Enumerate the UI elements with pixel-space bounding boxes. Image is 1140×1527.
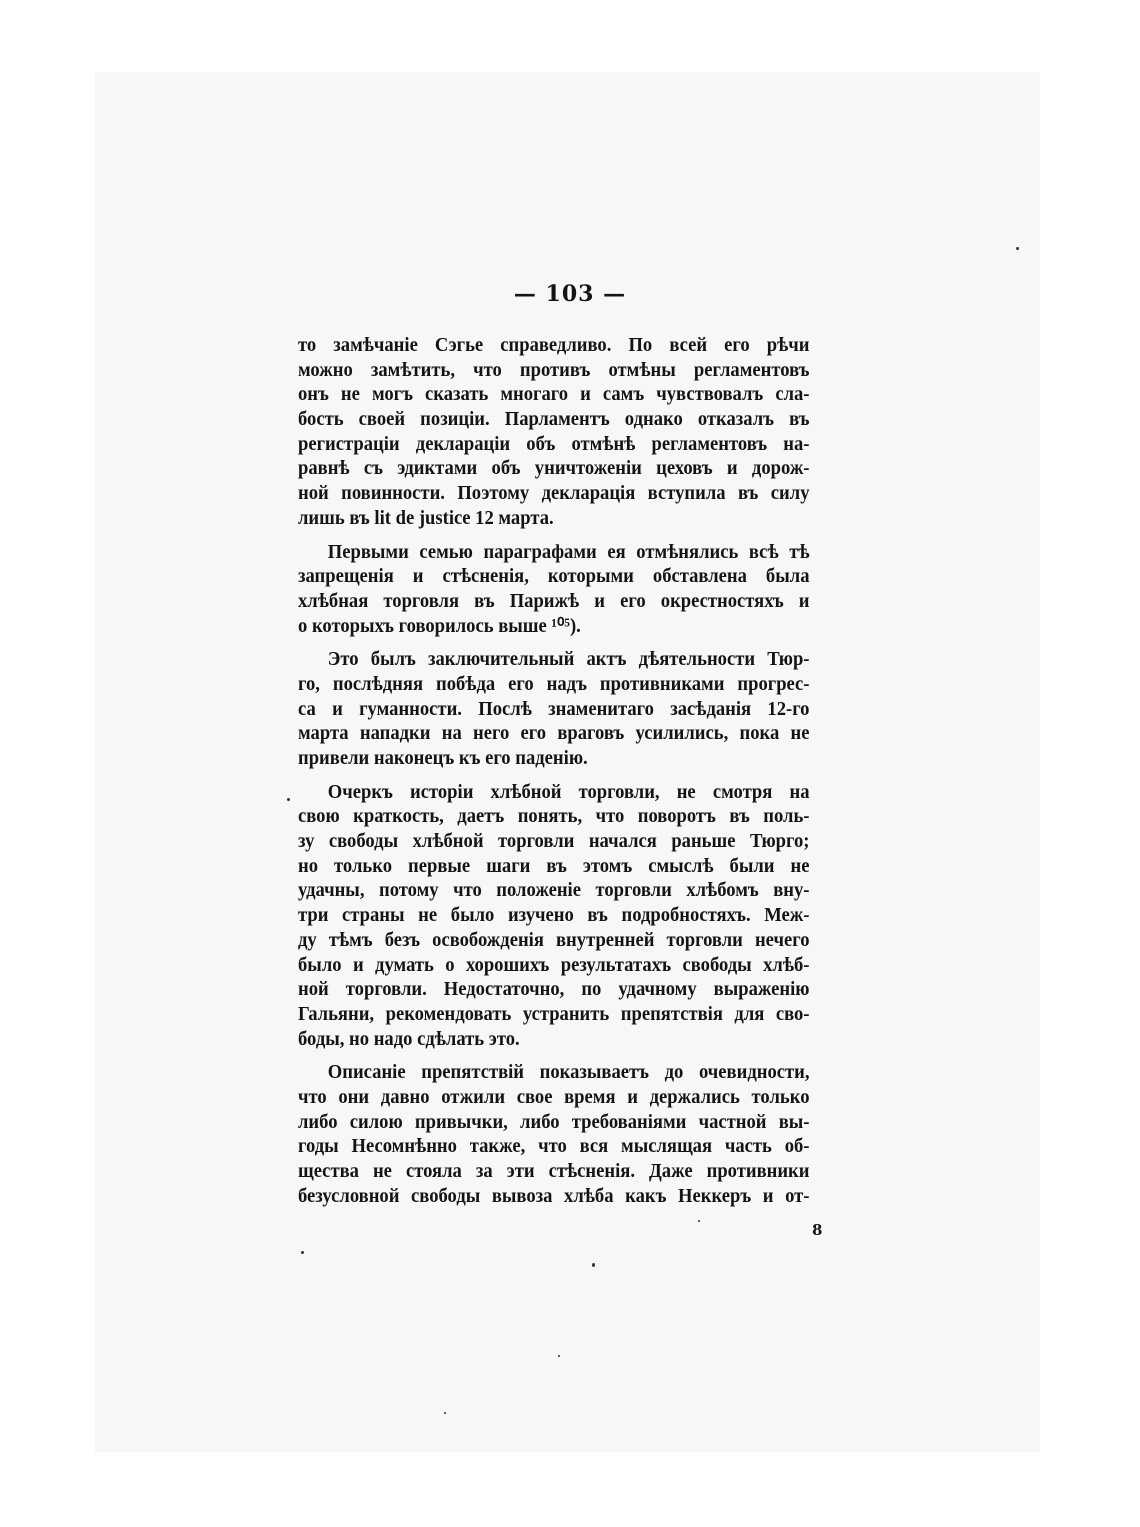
body-text [298,333,810,1208]
text-line: ной повинности. Поэтому декларація вступила въ силу [298,482,810,505]
scan-speck [301,1251,304,1254]
text-line: но только первые шаги въ этомъ смыслѣ были не [298,854,810,877]
paragraph [298,540,810,639]
text-line: годы Несомнѣнно также, что вся мыслящая часть об- [298,1135,810,1158]
text-line: было и думать о хорошихъ результатахъ свободы хлѣб- [298,953,810,976]
page-number: — 103 — [513,281,627,307]
text-line: Первыми семью параграфами ея отмѣнялись всѣ тѣ [327,540,810,563]
text-line: са и гуманности. Послѣ знаменитаго засѣданія 12-го [298,697,810,720]
paragraph [298,333,810,531]
text-line: о которыхъ говорилось выше ¹⁰⁵). [298,614,581,637]
text-line: регистраціи деклараціи объ отмѣнѣ регламентовъ на- [298,432,810,455]
signature-mark: 8 [812,1221,823,1239]
paragraph [298,1060,810,1208]
scan-speck [444,1412,446,1414]
text-line: онъ не могъ сказать многаго и самъ чувствовалъ сла- [298,383,810,406]
text-line: можно замѣтить, что противъ отмѣны регламентовъ [298,358,810,381]
text-line: го, послѣдняя побѣда его надъ противниками прогрес- [298,672,810,695]
text-line: Это былъ заключительный актъ дѣятельности Тюр- [327,648,810,671]
text-line: свою краткость, даетъ понять, что поворотъ въ поль- [298,805,810,828]
text-line: марта нападки на него его враговъ усилились, пока не [298,722,810,745]
paragraph [298,780,810,1052]
text-line: ной торговли. Недостаточно, по удачному выраженію [298,978,810,1001]
text-line: бость своей позиціи. Парламентъ однако отказалъ въ [298,408,810,431]
text-line: щества не стояла за эти стѣсненія. Даже противники [298,1160,810,1182]
scan-speck [558,1355,560,1357]
scan-speck [287,798,290,801]
text-line: Очеркъ исторіи хлѣбной торговли, не смотря на [327,780,810,803]
text-line: что они давно отжили свое время и держались только [298,1085,810,1108]
scan-speck [698,1220,700,1222]
text-line: боды, но надо сдѣлать это. [298,1027,520,1050]
text-line: зу свободы хлѣбной торговли начался раньше Тюрго; [298,830,810,853]
text-line: три страны не было изучено въ подробностяхъ. Меж- [298,904,810,927]
text-line: запрещенія и стѣсненія, которыми обставлена была [298,565,810,588]
text-line: Гальяни, рекомендовать устранить препятствія для сво- [298,1002,810,1025]
text-line: удачны, потому что положеніе торговли хлѣбомъ вну- [298,879,810,902]
text-line: ду тѣмъ безъ освобожденія внутренней торговли нечего [298,928,810,951]
scan-speck [1016,247,1019,250]
text-line: привели наконецъ къ его паденію. [298,747,588,769]
text-line: Описаніе препятствій показываетъ до очевидности, [327,1061,810,1084]
text-line: то замѣчаніе Сэгье справедливо. По всей его рѣчи [298,334,810,356]
text-line: равнѣ съ эдиктами объ уничтоженіи цеховъ и дорож- [298,457,810,480]
text-line: лишь въ lit de justice 12 марта. [298,506,554,529]
text-line: безусловной свободы вывоза хлѣба какъ Неккеръ и от- [298,1184,810,1207]
scan-speck [592,1263,595,1267]
text-line: либо силою привычки, либо требованіями частной вы- [298,1110,810,1133]
paragraph [298,647,810,770]
text-line: хлѣбная торговля въ Парижѣ и его окрестностяхъ и [298,589,810,612]
